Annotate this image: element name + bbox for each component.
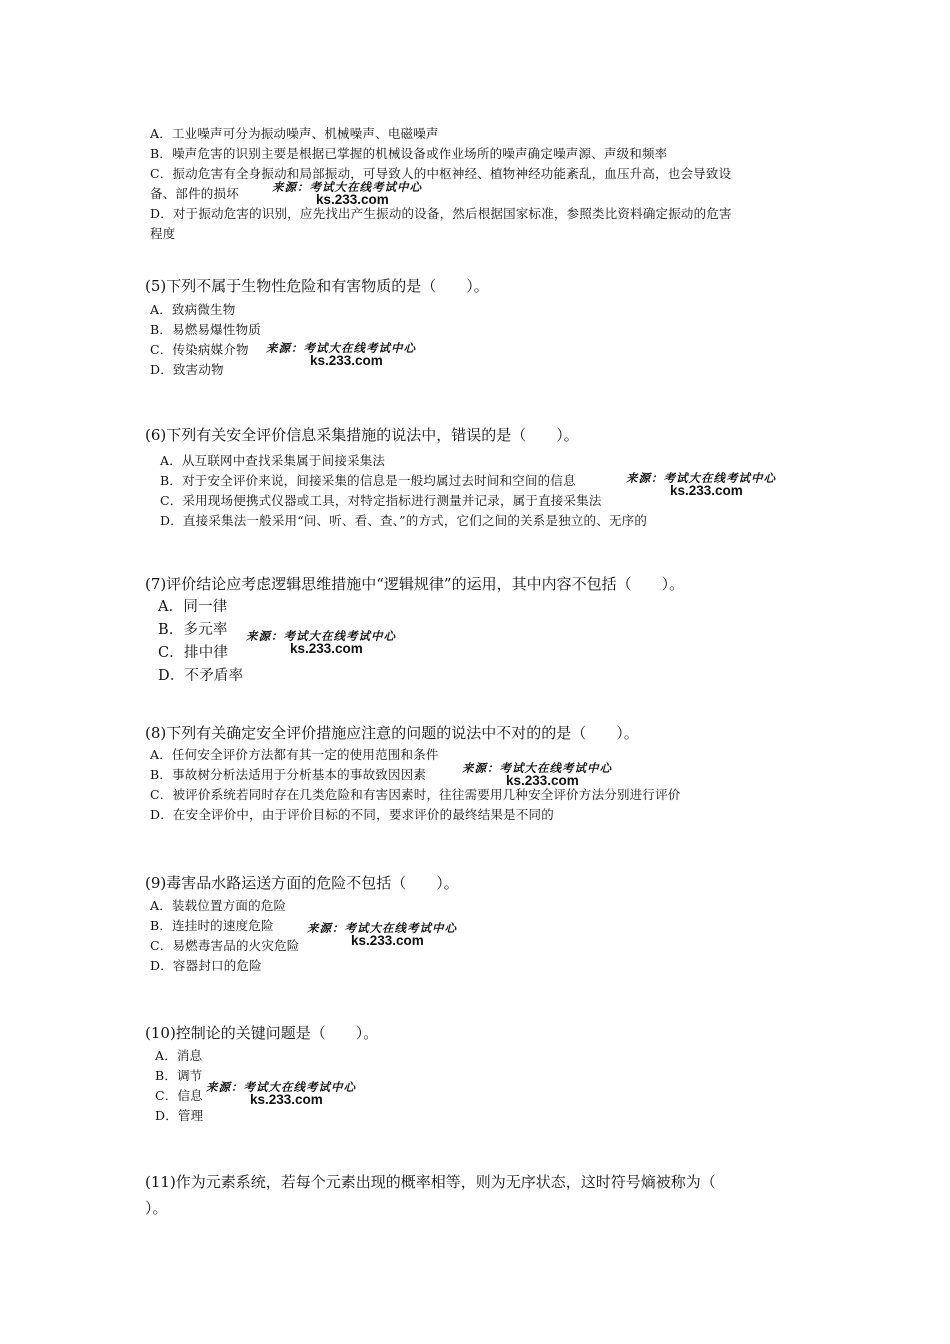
option-b: B．对于安全评价来说，间接采集的信息是一般均属过去时间和空间的信息	[160, 473, 576, 488]
question-text: (5)下列不属于生物性危险和有害物质的是（ ）。	[145, 277, 489, 295]
option-a: A．从互联网中查找采集属于间接采集法	[160, 453, 386, 468]
question-8	[145, 722, 845, 744]
option-a: A．工业噪声可分为振动噪声、机械噪声、电磁噪声	[150, 126, 439, 141]
option-b: B．连挂时的速度危险	[150, 918, 274, 933]
option-c: C．排中律	[158, 645, 229, 661]
question-text-line-1: (11)作为元素系统，若每个元素出现的概率相等，则为无序状态，这时符号熵被称为（	[145, 1173, 716, 1191]
question-10	[145, 1022, 845, 1044]
watermark-url: ks.233.com	[316, 192, 389, 207]
option-b: B．调节	[155, 1068, 203, 1083]
option-d: D．直接采集法一般采用“问、听、看、查、”的方式，它们之间的关系是独立的、无序的	[160, 513, 648, 528]
question-text: (8)下列有关确定安全评价措施应注意的问题的说法中不对的的是（ ）。	[145, 724, 639, 742]
watermark-source: 来源：考试大在线考试中心	[307, 921, 457, 935]
option-a: A．致病微生物	[150, 302, 236, 317]
option-c: C．采用现场便携式仪器或工具，对特定指标进行测量并记录，属于直接采集法	[160, 493, 602, 508]
question-5	[145, 275, 805, 297]
question-9-options	[150, 896, 450, 976]
question-11	[145, 1171, 810, 1219]
option-b: B．噪声危害的识别主要是根据已掌握的机械设备或作业场所的噪声确定噪声源、声级和频率	[150, 146, 668, 161]
question-text: (6)下列有关安全评价信息采集措施的说法中，错误的是（ ）。	[145, 426, 579, 444]
option-a: A．同一律	[158, 599, 228, 615]
option-c-continued: 备、部件的损坏	[150, 186, 239, 201]
watermark-source: 来源：考试大在线考试中心	[246, 629, 396, 643]
watermark-source: 来源：考试大在线考试中心	[626, 471, 776, 485]
watermark-url: ks.233.com	[351, 933, 424, 948]
watermark-source: 来源：考试大在线考试中心	[266, 341, 416, 355]
option-d: D．对于振动危害的识别，应先找出产生振动的设备，然后根据国家标准，参照类比资料确定振动的危害	[150, 206, 732, 221]
watermark-url: ks.233.com	[670, 483, 743, 498]
question-text: (10)控制论的关键问题是（ ）。	[145, 1024, 379, 1042]
watermark-source: 来源：考试大在线考试中心	[272, 180, 422, 194]
option-d: D．管理	[155, 1108, 204, 1123]
option-c: C．被评价系统若同时存在几类危险和有害因素时，往往需要用几种安全评价方法分别进行评价	[150, 787, 681, 802]
option-c: C．传染病媒介物	[150, 342, 249, 357]
question-9	[145, 872, 845, 894]
question-7-options	[158, 596, 358, 688]
watermark-url: ks.233.com	[290, 641, 363, 656]
watermark-url: ks.233.com	[310, 353, 383, 368]
option-a: A．装载位置方面的危险	[150, 898, 287, 913]
option-b: B．事故树分析法适用于分析基本的事故致因因素	[150, 767, 427, 782]
option-b: B．易燃易爆性物质	[150, 322, 261, 337]
question-6	[145, 424, 845, 446]
watermark-url: ks.233.com	[506, 773, 579, 788]
option-d: D．在安全评价中，由于评价目标的不同，要求评价的最终结果是不同的	[150, 807, 554, 822]
option-d: D．致害动物	[150, 362, 224, 377]
question-text: (9)毒害品水路运送方面的危险不包括（ ）。	[145, 874, 459, 892]
watermark-source: 来源：考试大在线考试中心	[206, 1080, 356, 1094]
question-6-options	[160, 451, 840, 531]
question-5-options	[150, 300, 450, 380]
question-10-options	[155, 1046, 355, 1126]
option-c: C．振动危害有全身振动和局部振动，可导致人的中枢神经、植物神经功能紊乱，血压升高，也会导致设	[150, 166, 732, 181]
option-d: D．容器封口的危险	[150, 958, 262, 973]
question-4-options	[150, 124, 810, 244]
question-7	[145, 573, 845, 595]
question-text: (7)评价结论应考虑逻辑思维措施中“逻辑规律”的运用，其中内容不包括（ ）。	[145, 575, 685, 593]
watermark-source: 来源：考试大在线考试中心	[462, 761, 612, 775]
option-b: B．多元率	[158, 622, 228, 638]
question-text-line-2: ）。	[145, 1199, 168, 1217]
watermark-url: ks.233.com	[250, 1092, 323, 1107]
option-a: A．任何安全评价方法都有其一定的使用范围和条件	[150, 747, 439, 762]
option-c: C．易燃毒害品的火灾危险	[150, 938, 300, 953]
question-8-options	[150, 745, 850, 825]
option-c: C．信息	[155, 1088, 203, 1103]
option-d: D．不矛盾率	[158, 668, 244, 684]
option-d-continued: 程度	[150, 226, 176, 241]
option-a: A．消息	[155, 1048, 203, 1063]
